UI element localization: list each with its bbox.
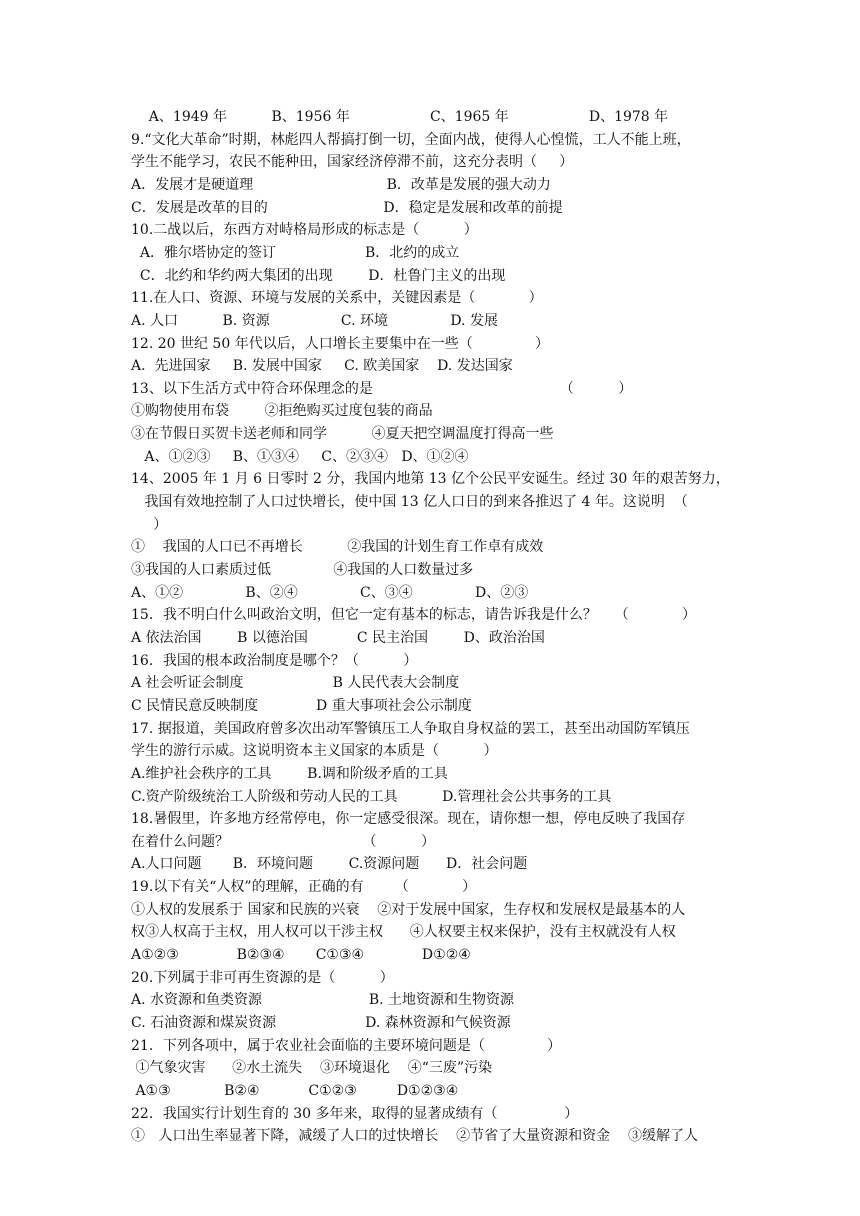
text-line: A. 人口 B. 资源 C. 环境 D. 发展	[131, 313, 498, 329]
text-line: 18.暑假里，许多地方经常停电，你一定感受很深。现在，请你想一想，停电反映了我国存	[131, 811, 686, 827]
text-line: 在着什么问题？ （ ）	[131, 834, 436, 850]
text-line: A 社会听证会制度 B 人民代表大会制度	[131, 675, 460, 691]
text-line: ）	[131, 517, 168, 533]
text-line: 13、以下生活方式中符合环保理念的是 （ ）	[131, 381, 633, 397]
text-line: 14、2005 年 1 月 6 日零时 2 分，我国内地第 13 亿个公民平安诞生。经过 30 年的艰苦努力，	[131, 471, 730, 487]
text-line: A. 水资源和鱼类资源 B. 土地资源和生物资源	[131, 992, 515, 1008]
text-line: A．发展才是硬道理 B．改革是发展的强大动力	[131, 177, 551, 193]
text-line: ①人权的发展系于 国家和民族的兴衰 ②对于发展中国家，生存权和发展权是最基本的人	[131, 902, 686, 918]
text-line: ① 我国的人口已不再增长 ②我国的计划生育工作卓有成效	[131, 539, 544, 555]
text-line: C. 石油资源和煤炭资源 D. 森林资源和气候资源	[131, 1015, 511, 1031]
text-line: ①气象灾害 ②水土流失 ③环境退化 ④“三废”污染	[131, 1060, 493, 1076]
text-line: 10.二战以后，东西方对峙格局形成的标志是（ ）	[131, 222, 478, 238]
text-line: C．北约和华约两大集团的出现 D．杜鲁门主义的出现	[131, 268, 506, 284]
text-line: C．发展是改革的目的 D．稳定是发展和改革的前提	[131, 200, 563, 216]
text-line: A．雅尔塔协定的签订 B．北约的成立	[131, 245, 460, 261]
text-line: 22．我国实行计划生育的 30 多年来，取得的显著成绩有（ ）	[131, 1106, 579, 1122]
text-line: 权③人权高于主权，用人权可以干涉主权 ④人权要主权来保护，没有主权就没有人权	[131, 924, 676, 940]
text-line: A.维护社会秩序的工具 B.调和阶级矛盾的工具	[131, 766, 448, 782]
text-line: 学生的游行示威。这说明资本主义国家的本质是（ ）	[131, 743, 498, 759]
text-line: A①②③ B②③④ C①③④ D①②④	[131, 947, 471, 963]
text-line: A、①② B、②④ C、③④ D、②③	[131, 585, 529, 601]
text-line: A①③ B②④ C①②③ D①②③④	[131, 1083, 459, 1099]
text-line: A. 先进国家 B. 发展中国家 C. 欧美国家 D. 发达国家	[131, 358, 513, 374]
text-line: 12. 20 世纪 50 年代以后，人口增长主要集中在一些（ ）	[131, 336, 549, 352]
text-line: A、1949 年 B、1956 年 C、1965 年 D、1978 年	[131, 109, 669, 125]
text-line: 11.在人口、资源、环境与发展的关系中，关键因素是（ ）	[131, 290, 543, 306]
text-line: 19.以下有关“人权”的理解，正确的有 （ ）	[131, 879, 477, 895]
text-line: A、①②③ B、①③④ C、②③④ D、①②④	[131, 449, 469, 465]
text-line: ①购物使用布袋 ②拒绝购买过度包装的商品	[131, 403, 433, 419]
text-line: 15．我不明白什么叫政治文明，但它一定有基本的标志，请告诉我是什么？ （ ）	[131, 607, 697, 623]
text-line: 我国有效地控制了人口过快增长，使中国 13 亿人口日的到来各推迟了 4 年。这说明 （	[131, 494, 688, 510]
text-line: ③我国的人口素质过低 ④我国的人口数量过多	[131, 562, 474, 578]
text-line: 学生不能学习，农民不能种田，国家经济停滞不前，这充分表明（ ）	[131, 154, 574, 170]
text-line: 21．下列各项中，属于农业社会面临的主要环境问题是（ ）	[131, 1038, 562, 1054]
text-line: ③在节假日买贺卡送老师和同学 ④夏天把空调温度打得高一些	[131, 426, 554, 442]
text-line: A 依法治国 B 以德治国 C 民主治国 D、政治治国	[131, 630, 545, 646]
text-line: C.资产阶级统治工人阶级和劳动人民的工具 D.管理社会公共事务的工具	[131, 789, 612, 805]
text-line: A.人口问题 B．环境问题 C.资源问题 D．社会问题	[131, 856, 528, 872]
text-line: ① 人口出生率显著下降，减缓了人口的过快增长 ②节省了大量资源和资金 ③缓解了人	[131, 1128, 698, 1144]
text-line: 20.下列属于非可再生资源的是（ ）	[131, 970, 394, 986]
text-line: C 民情民意反映制度 D 重大事项社会公示制度	[131, 698, 472, 714]
text-line: 17. 据报道，美国政府曾多次出动军警镇压工人争取自身权益的罢工，甚至出动国防军镇压	[131, 721, 690, 737]
text-line: 16．我国的根本政治制度是哪个？（ ）	[131, 653, 418, 669]
text-line: 9.“文化大革命”时期，林彪四人帮搞打倒一切，全面内战，使得人心惶慌，工人不能上班，	[131, 132, 691, 148]
